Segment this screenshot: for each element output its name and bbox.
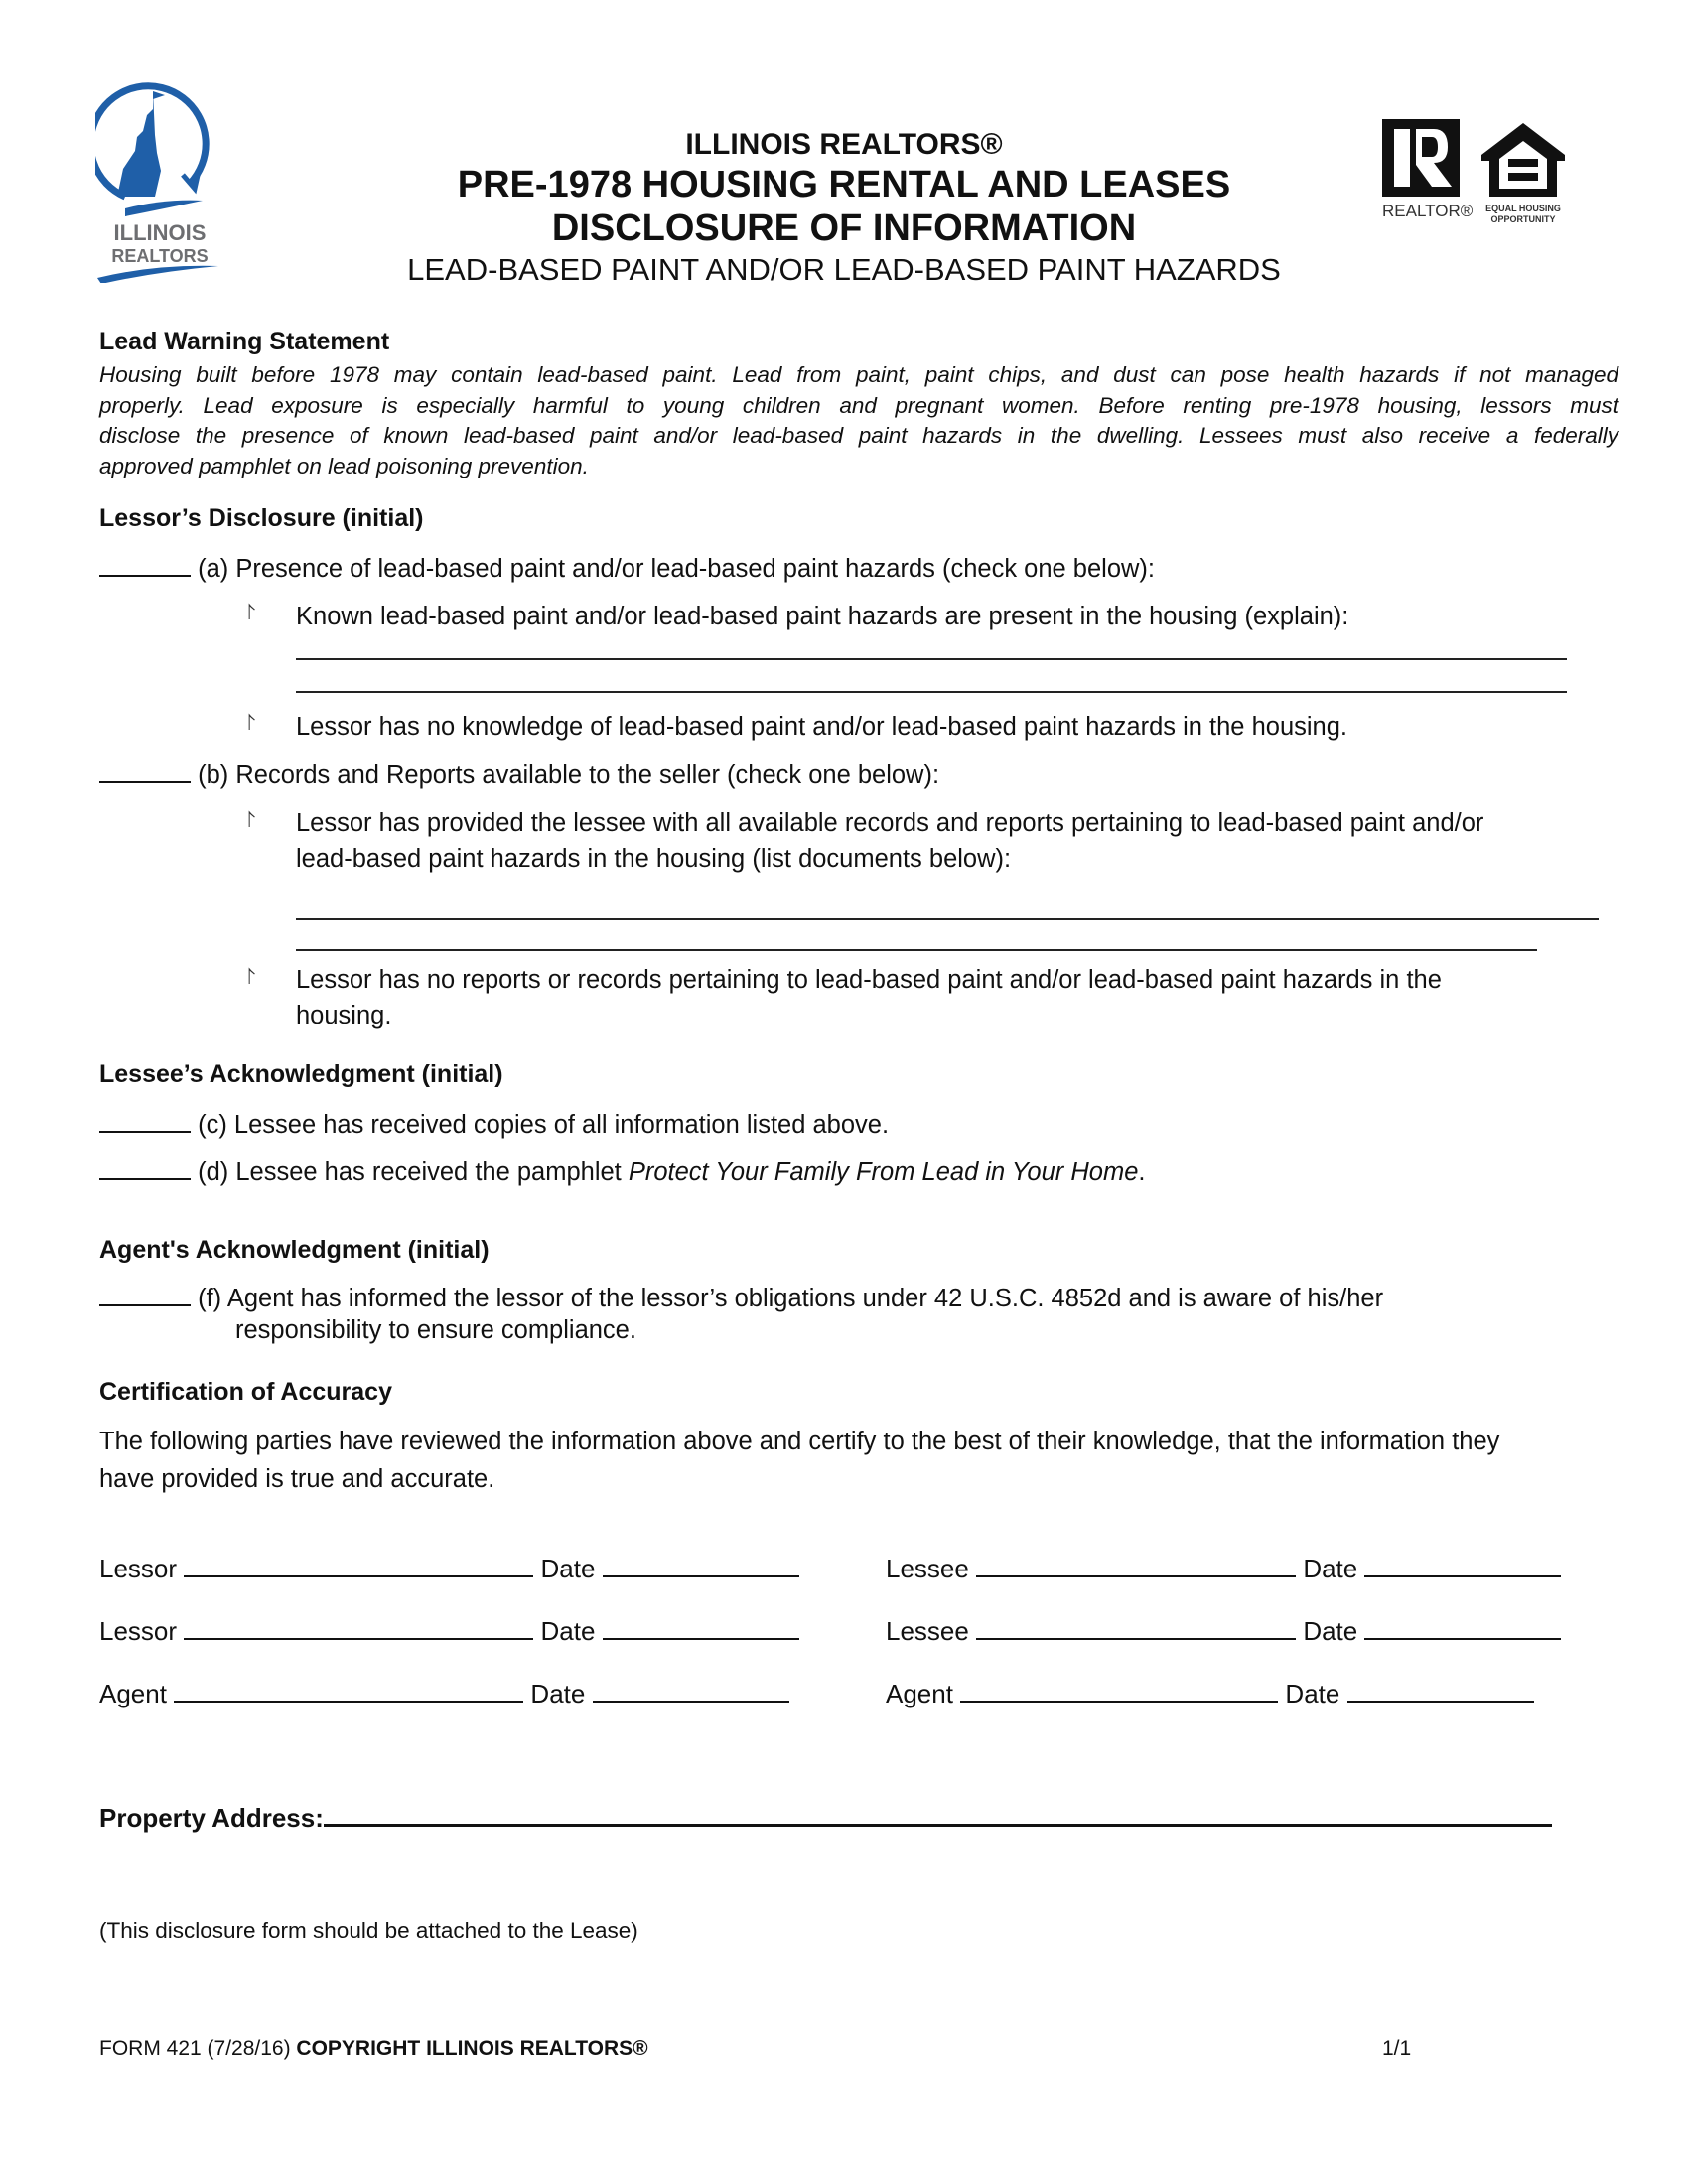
item-b-row: [99, 757, 939, 793]
svg-text:ILLINOIS: ILLINOIS: [113, 220, 207, 245]
attach-note: (This disclosure form should be attached to the Lease): [99, 1918, 638, 1943]
subtitle: LEAD-BASED PAINT AND/OR LEAD-BASED PAINT HAZARDS: [407, 252, 1281, 287]
initial-b-field[interactable]: [99, 759, 191, 783]
lessee-signature-field[interactable]: [976, 1552, 1296, 1577]
realtor-r-logo-icon: [1382, 119, 1460, 197]
eho-line-2: OPPORTUNITY: [1490, 214, 1556, 224]
date-label: Date: [1303, 1616, 1358, 1646]
lead-warning-line: Housing built before 1978 may contain lead-based paint. Lead from paint, paint chips, and dust can pose health hazards if not managed: [99, 362, 1618, 387]
agent-signature-field[interactable]: [960, 1677, 1278, 1703]
explain-line-2[interactable]: [296, 691, 1567, 693]
initial-c-field[interactable]: [99, 1109, 191, 1133]
certification-heading: Certification of Accuracy: [99, 1378, 392, 1406]
b-option-provided-line-2: lead-based paint hazards in the housing (list documents below):: [296, 845, 1012, 873]
item-b-label: (b) Records and Reports available to the seller (check one below):: [198, 761, 940, 789]
lessee-date-field[interactable]: [1364, 1614, 1561, 1640]
certification-text: [99, 1423, 1499, 1498]
lead-warning-line: properly. Lead exposure is especially harmful to young children and pregnant women. Before renting pre-1978 housing, lessors must: [99, 392, 1618, 418]
agent-date-field[interactable]: [593, 1677, 789, 1703]
signature-label: Agent: [886, 1679, 953, 1708]
lead-warning-text: [99, 360, 1618, 481]
org-name: ILLINOIS REALTORS®: [685, 128, 1003, 161]
a-option-no-knowledge-label: Lessor has no knowledge of lead-based paint and/or lead-based paint hazards in the housing.: [296, 713, 1347, 741]
eho-line-1: EQUAL HOUSING: [1485, 204, 1561, 213]
item-d-row: [99, 1155, 1145, 1190]
certification-line-2: have provided is true and accurate.: [99, 1465, 495, 1493]
date-label: Date: [540, 1554, 596, 1583]
lessor-date-field[interactable]: [603, 1552, 799, 1577]
date-label: Date: [1303, 1554, 1358, 1583]
signature-row-lessor-1: [99, 1552, 799, 1584]
form-number: FORM 421 (7/28/16): [99, 2037, 297, 2060]
date-label: Date: [540, 1616, 596, 1646]
realtor-label: REALTOR®: [1382, 202, 1474, 220]
equal-housing-logo-icon: [1481, 123, 1565, 197]
illinois-realtors-logo: [95, 79, 224, 283]
property-address-label: Property Address:: [99, 1803, 324, 1833]
title-line-1: PRE-1978 HOUSING RENTAL AND LEASES: [457, 164, 1231, 205]
b-option-provided: [296, 805, 1483, 877]
signature-label: Lessee: [886, 1616, 969, 1646]
item-f-label-line-2: responsibility to ensure compliance.: [235, 1316, 636, 1344]
checkbox-b-provided[interactable]: ⨡: [246, 808, 256, 833]
lessor-date-field[interactable]: [603, 1614, 799, 1640]
checkbox-b-no-reports[interactable]: ⨡: [246, 965, 256, 990]
lead-warning-line: approved pamphlet on lead poisoning prevention.: [99, 453, 589, 478]
item-a-row: [99, 551, 1155, 587]
item-d-label: (d) Lessee has received the pamphlet: [198, 1159, 629, 1186]
item-a-label: (a) Presence of lead-based paint and/or lead-based paint hazards (check one below):: [198, 555, 1156, 583]
date-label: Date: [1285, 1679, 1340, 1708]
signature-label: Agent: [99, 1679, 167, 1708]
capitol-dome-logo-icon: [95, 79, 224, 283]
a-option-known-label: Known lead-based paint and/or lead-based paint hazards are present in the housing (explain):: [296, 603, 1349, 630]
title-line-2: DISCLOSURE OF INFORMATION: [551, 207, 1137, 249]
lessor-disclosure-heading: Lessor’s Disclosure (initial): [99, 504, 424, 532]
signature-row-agent-right: [886, 1677, 1534, 1709]
documents-line-1[interactable]: [296, 918, 1599, 920]
agent-ack-heading: Agent's Acknowledgment (initial): [99, 1236, 490, 1264]
b-option-no-reports-line-2: housing.: [296, 1002, 392, 1029]
date-label: Date: [530, 1679, 586, 1708]
signature-row-lessor-2: [99, 1614, 799, 1647]
item-f-label-line-1: (f) Agent has informed the lessor of the lessor’s obligations under 42 U.S.C. 4852d and is aware of his/her: [198, 1285, 1384, 1312]
agent-date-field[interactable]: [1347, 1677, 1534, 1703]
checkbox-a-no-knowledge[interactable]: ⨡: [246, 711, 256, 736]
pamphlet-title: Protect Your Family From Lead in Your Home: [628, 1159, 1139, 1186]
lessee-ack-heading: Lessee’s Acknowledgment (initial): [99, 1060, 503, 1088]
page-number: 1/1: [1382, 2037, 1412, 2060]
lessee-signature-field[interactable]: [976, 1614, 1296, 1640]
lead-warning-heading: Lead Warning Statement: [99, 328, 390, 355]
lessor-signature-field[interactable]: [184, 1552, 533, 1577]
footer-form-id: [99, 2037, 648, 2061]
lead-warning-line: disclose the presence of known lead-based paint and/or lead-based paint hazards in the dwelling. Lessees must also receive a federally: [99, 423, 1618, 448]
initial-a-field[interactable]: [99, 553, 191, 577]
item-c-label: (c) Lessee has received copies of all information listed above.: [198, 1111, 890, 1139]
lessee-date-field[interactable]: [1364, 1552, 1561, 1577]
checkbox-a-known[interactable]: ⨡: [246, 601, 256, 625]
signature-row-agent-left: [99, 1677, 789, 1709]
b-option-no-reports: [296, 962, 1442, 1033]
documents-line-2[interactable]: [296, 949, 1537, 951]
b-option-provided-line-1: Lessor has provided the lessee with all available records and reports pertaining to lead-based paint and/or: [296, 809, 1484, 837]
copyright: COPYRIGHT ILLINOIS REALTORS®: [296, 2037, 648, 2060]
right-logos: [1382, 117, 1611, 231]
lessor-signature-field[interactable]: [184, 1614, 533, 1640]
agent-signature-field[interactable]: [174, 1677, 523, 1703]
explain-line-1[interactable]: [296, 658, 1567, 660]
certification-line-1: The following parties have reviewed the information above and certify to the best of their knowledge, that the information they: [99, 1428, 1500, 1455]
property-address-field[interactable]: [324, 1802, 1552, 1827]
signature-label: Lessor: [99, 1554, 178, 1583]
initial-f-field[interactable]: [99, 1283, 191, 1306]
item-d-suffix: .: [1138, 1159, 1146, 1186]
initial-d-field[interactable]: [99, 1157, 191, 1180]
signature-label: Lessee: [886, 1554, 969, 1583]
property-address-row: [99, 1802, 1552, 1834]
b-option-no-reports-line-1: Lessor has no reports or records pertaining to lead-based paint and/or lead-based paint hazards in the: [296, 966, 1442, 994]
signature-label: Lessor: [99, 1616, 178, 1646]
signature-row-lessee-2: [886, 1614, 1561, 1647]
document-title-block: [298, 127, 1390, 290]
item-f-row: [99, 1283, 1383, 1346]
signature-row-lessee-1: [886, 1552, 1561, 1584]
item-c-row: [99, 1107, 889, 1143]
svg-text:REALTORS: REALTORS: [111, 246, 209, 266]
